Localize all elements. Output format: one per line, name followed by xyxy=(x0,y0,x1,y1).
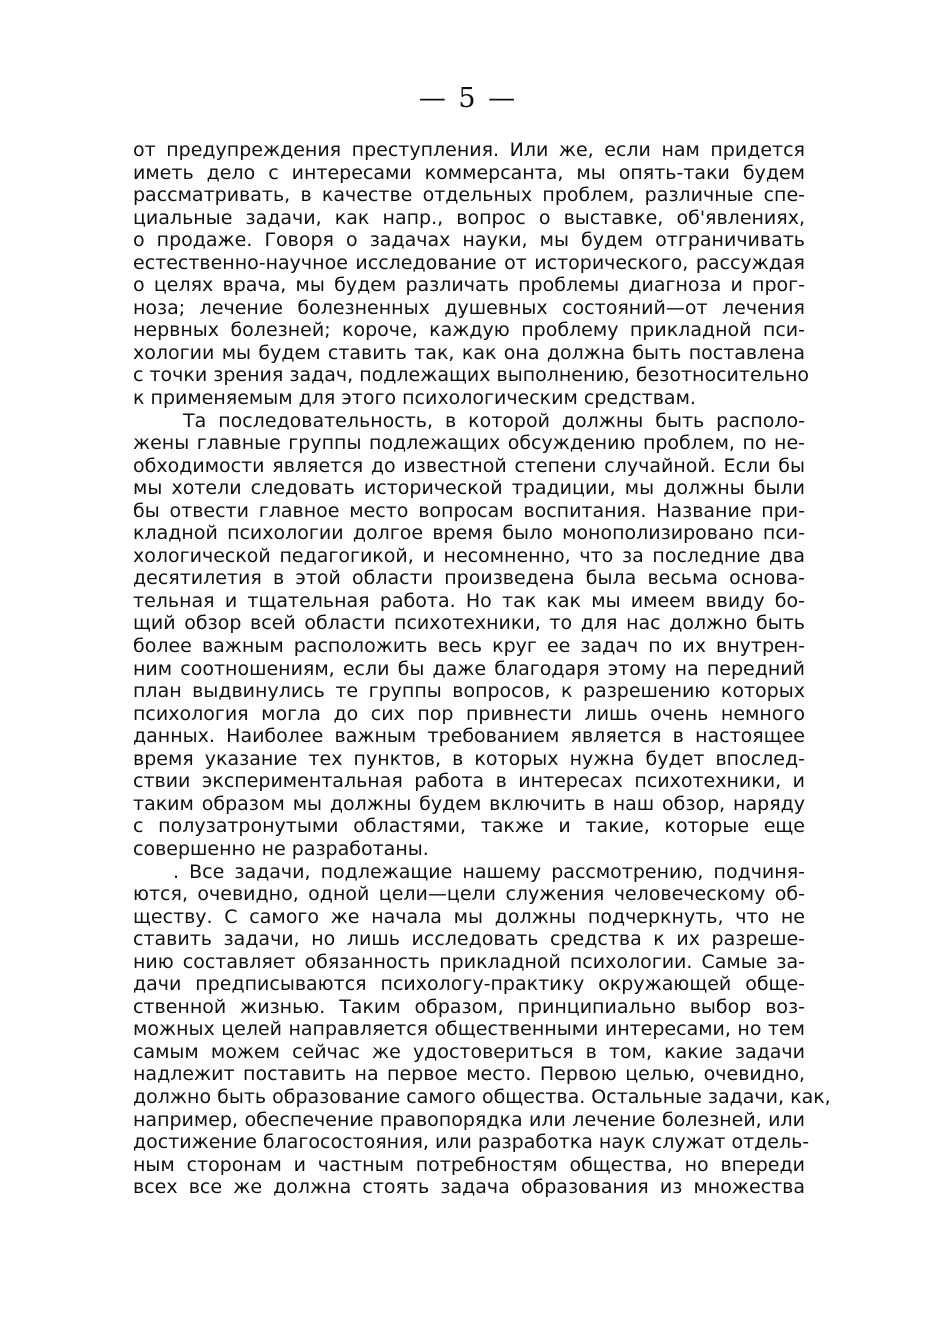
text-line: данных. Наиболее важным требованием является в настоящее xyxy=(133,725,805,748)
text-line: ются, очевидно, одной цели—цели служения человеческому об- xyxy=(133,883,805,906)
text-line: дачи предписываются психологу-практику окружающей обще- xyxy=(133,973,805,996)
text-line: нию составляет обязанность прикладной психологии. Самые за- xyxy=(133,950,805,973)
text-line: время указание тех пунктов, в которых нужна будет впослед- xyxy=(133,747,805,770)
text-line: жены главные группы подлежащих обсуждению проблем, по не- xyxy=(133,432,805,455)
text-line: о целях врача, мы будем различать проблемы диагноза и прог- xyxy=(133,274,805,297)
text-line: ноза; лечение болезненных душевных состояний—от лечения xyxy=(133,296,805,319)
text-line: десятилетия в этой области произведена была весьма основа- xyxy=(133,567,805,590)
text-line: более важным расположить весь круг ее задач по их внутрен- xyxy=(133,635,805,658)
text-line: ным сторонам и частным потребностям общества, но впереди xyxy=(133,1153,805,1176)
text-line: надлежит поставить на первое место. Первою целью, очевидно, xyxy=(133,1063,805,1086)
text-line: от предупреждения преступления. Или же, если нам придется xyxy=(133,139,805,161)
page-number: — 5 — xyxy=(418,83,518,114)
text-line: ствии экспериментальная работа в интересах психотехники, и xyxy=(133,770,805,793)
text-line: совершенно не разработаны. xyxy=(133,837,429,860)
text-line: нервных болезней; короче, каждую проблему прикладной пси- xyxy=(133,319,805,342)
text-line: ставить задачи, но лишь исследовать средства к их разреше- xyxy=(133,928,805,951)
text-line: о продаже. Говоря о задачах науки, мы будем отграничивать xyxy=(133,229,805,252)
text-line: тельная и тщательная работа. Но так как мы имеем ввиду бо- xyxy=(133,589,805,612)
text-line: рассматривать, в качестве отдельных проблем, различные спе- xyxy=(133,184,805,207)
text-line: естественно-научное исследование от исторического, рассуждая xyxy=(133,251,805,274)
text-line: таким образом мы должны будем включить в наш обзор, наряду xyxy=(133,792,805,815)
text-line: обходимости является до известной степени случайной. Если бы xyxy=(133,454,805,477)
text-line: с полузатронутыми областями, также и такие, которые еще xyxy=(133,815,805,838)
text-line: кладной психологии долгое время было монополизировано пси- xyxy=(133,522,805,545)
text-line: всех все же должна стоять задача образования из множества xyxy=(133,1176,805,1199)
text-line: хологической педагогикой, и несомненно, что за последние два xyxy=(133,544,805,567)
text-line: ществу. С самого же начала мы должны подчеркнуть, что не xyxy=(133,905,805,928)
text-line: к применяемым для этого психологическим средствам. xyxy=(133,387,696,410)
text-line: психология могла до сих пор привнести лишь очень немного xyxy=(133,702,805,725)
text-line: иметь дело с интересами коммерсанта, мы опять-таки будем xyxy=(133,161,805,184)
text-line: должно быть образование самого общества. Остальные задачи, как, xyxy=(133,1085,831,1108)
text-line: план выдвинулись те группы вопросов, к разрешению которых xyxy=(133,680,805,703)
text-line: ним соотношениям, если бы даже благодаря этому на передний xyxy=(133,657,805,680)
text-line: хологии мы будем ставить так, как она должна быть поставлена xyxy=(133,341,805,364)
text-line: с точки зрения задач, подлежащих выполнению, безотносительно xyxy=(133,364,810,387)
text-line: циальные задачи, как напр., вопрос о выставке, об'явлениях, xyxy=(133,206,805,229)
text-line: ственной жизнью. Таким образом, принципиально выбор воз- xyxy=(133,995,805,1018)
text-line: можных целей направляется общественными интересами, но тем xyxy=(133,1018,805,1041)
text-line: . Все задачи, подлежащие нашему рассмотрению, подчиня- xyxy=(173,860,805,883)
text-line: достижение благосостояния, или разработка наук служат отдель- xyxy=(133,1131,810,1154)
text-line: мы хотели следовать исторической традиции, мы должны были xyxy=(133,477,805,500)
text-line: например, обеспечение правопорядка или лечение болезней, или xyxy=(133,1108,805,1131)
text-line: бы отвести главное место вопросам воспитания. Название при- xyxy=(133,499,805,522)
paragraph-1 xyxy=(133,139,810,410)
body-text xyxy=(133,139,831,1199)
text-line: Та последовательность, в которой должны быть располо- xyxy=(183,409,805,432)
text-line: самым можем сейчас же удостовериться в том, какие задачи xyxy=(133,1040,805,1063)
paragraph-2 xyxy=(133,410,805,861)
paragraph-3 xyxy=(133,860,831,1199)
text-line: щий обзор всей области психотехники, то для нас должно быть xyxy=(133,612,805,635)
